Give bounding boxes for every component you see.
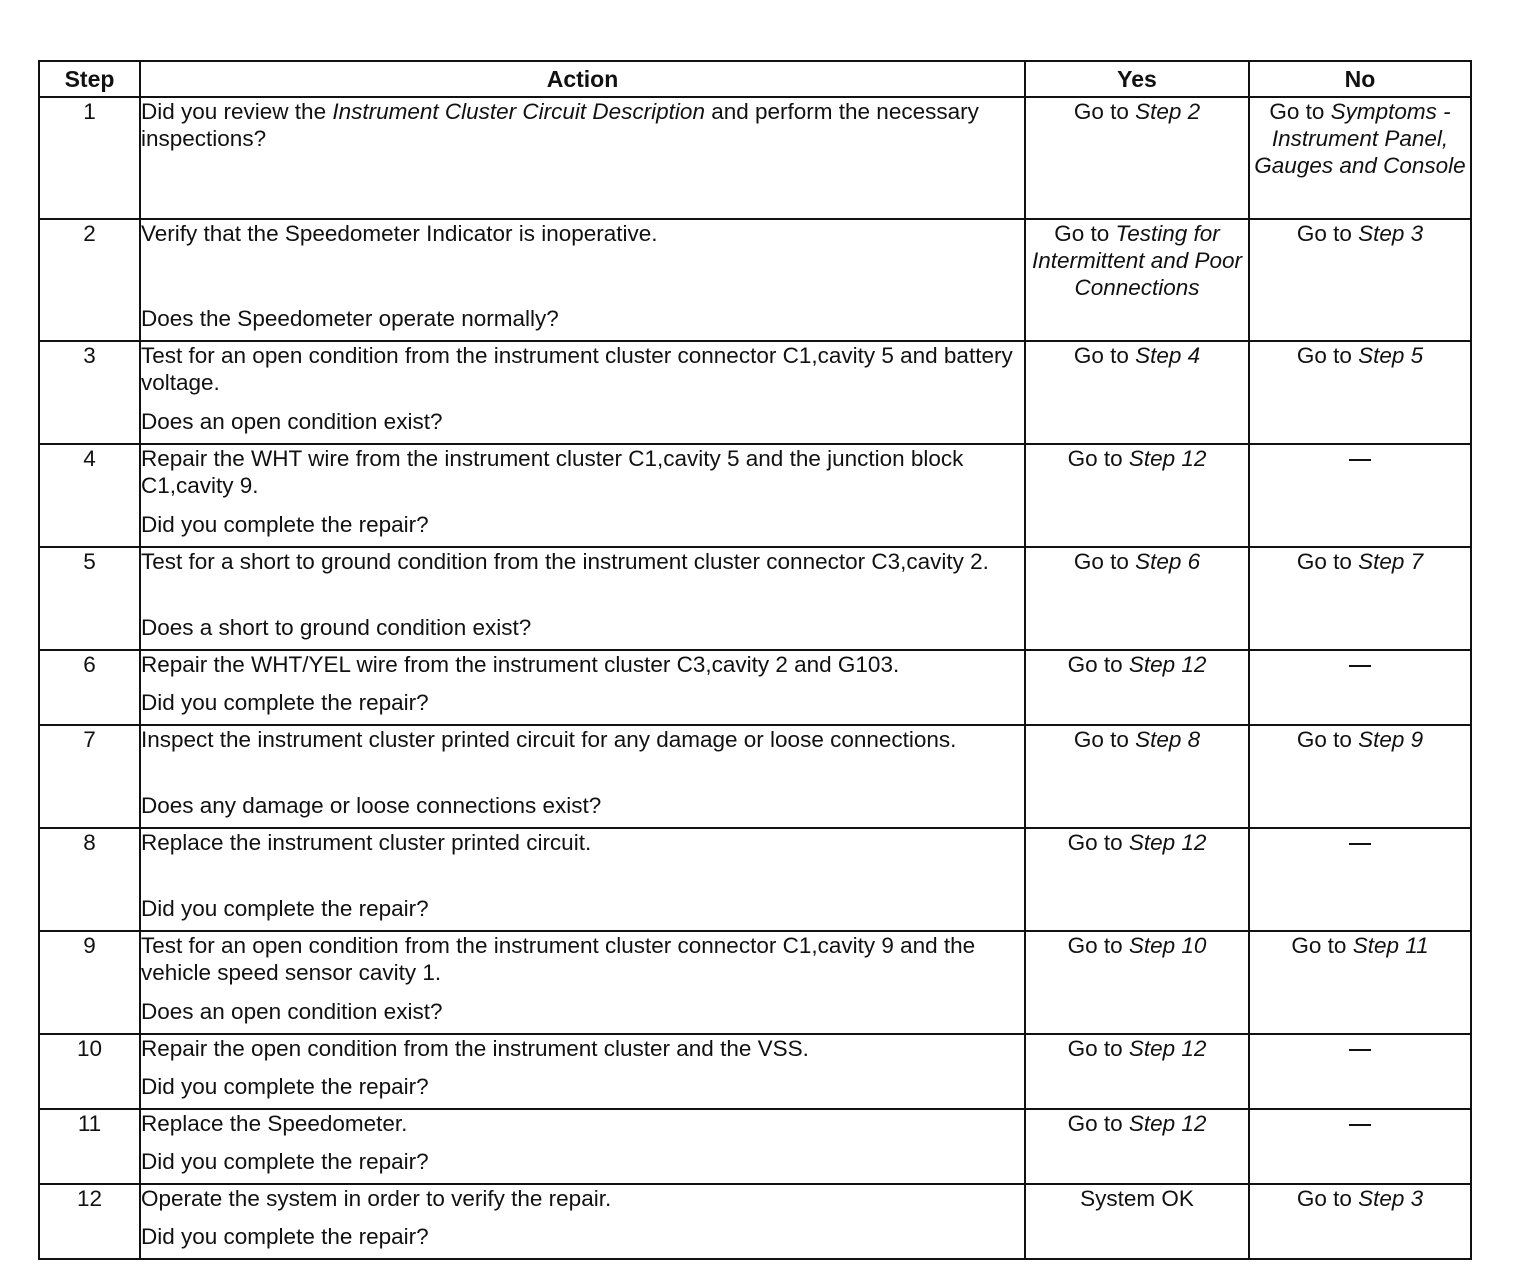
table-row — [39, 931, 1471, 1034]
action-text — [141, 1185, 1024, 1212]
yes-goto-prefix: Go to — [1073, 343, 1136, 368]
action-cell — [140, 931, 1025, 1034]
action-text — [141, 829, 1024, 856]
action-cell — [140, 341, 1025, 444]
no-result — [1249, 219, 1471, 341]
step-number: 2 — [39, 219, 140, 341]
step-number: 3 — [39, 341, 140, 444]
yes-goto-prefix: Go to — [1073, 549, 1136, 574]
action-fragment: Operate the system in order to verify the repair. — [141, 1186, 612, 1211]
yes-goto-prefix: Go to — [1067, 446, 1129, 471]
no-goto-reference: Step 3 — [1358, 221, 1424, 246]
action-cell — [140, 547, 1025, 650]
no-goto-prefix: Go to — [1291, 933, 1353, 958]
yes-goto-reference: Step 4 — [1135, 343, 1201, 368]
no-result — [1249, 828, 1471, 931]
diagnostic-table — [38, 60, 1472, 1260]
no-result — [1249, 1184, 1471, 1259]
not-applicable-dash — [1349, 1124, 1371, 1126]
yes-goto-reference: Step 12 — [1128, 1036, 1207, 1061]
step-number: 4 — [39, 444, 140, 547]
yes-result — [1025, 931, 1249, 1034]
not-applicable-dash — [1349, 665, 1371, 667]
action-text — [141, 445, 1024, 499]
table-row — [39, 725, 1471, 828]
action-text — [141, 932, 1024, 986]
yes-result — [1025, 1184, 1249, 1259]
yes-goto-reference: Step 6 — [1135, 549, 1201, 574]
header-yes: Yes — [1025, 61, 1249, 97]
yes-result — [1025, 219, 1249, 341]
action-question: Did you complete the repair? — [141, 512, 429, 537]
action-text — [141, 98, 1024, 152]
action-cell — [140, 1034, 1025, 1109]
action-question: Does a short to ground condition exist? — [141, 615, 532, 640]
no-goto-reference: Step 11 — [1352, 933, 1429, 958]
action-text — [141, 220, 1024, 247]
no-goto-reference: Step 5 — [1358, 343, 1424, 368]
no-goto-prefix: Go to — [1269, 99, 1331, 124]
action-fragment: Verify that the Speedometer Indicator is inoperative. — [141, 221, 658, 246]
action-text — [141, 1035, 1024, 1062]
action-fragment: Did you review the — [141, 99, 333, 124]
yes-goto-prefix: Go to — [1073, 99, 1136, 124]
yes-result — [1025, 650, 1249, 725]
yes-result — [1025, 1034, 1249, 1109]
action-question: Did you complete the repair? — [141, 1149, 429, 1174]
yes-goto-prefix: Go to — [1073, 727, 1136, 752]
action-fragment: Test for an open condition from the instrument cluster connector C1,cavity 9 and the vehicle speed sensor cavity 1. — [141, 933, 976, 985]
action-cell — [140, 1184, 1025, 1259]
yes-goto-prefix: Go to — [1067, 1111, 1129, 1136]
table-row — [39, 219, 1471, 341]
table-row — [39, 828, 1471, 931]
step-number: 5 — [39, 547, 140, 650]
action-question: Does an open condition exist? — [141, 409, 443, 434]
table-row — [39, 1109, 1471, 1184]
no-goto-reference: Step 3 — [1358, 1186, 1424, 1211]
no-goto-prefix: Go to — [1296, 221, 1359, 246]
action-cell — [140, 650, 1025, 725]
action-fragment: Repair the open condition from the instrument cluster and the VSS. — [141, 1036, 809, 1061]
action-question: Did you complete the repair? — [141, 1224, 429, 1249]
action-reference: Instrument Cluster Circuit Description — [332, 99, 705, 124]
action-cell — [140, 1109, 1025, 1184]
yes-goto-reference: Step 2 — [1135, 99, 1201, 124]
table-row — [39, 547, 1471, 650]
step-number: 10 — [39, 1034, 140, 1109]
action-text — [141, 548, 1024, 575]
table-row — [39, 1184, 1471, 1259]
table-row — [39, 650, 1471, 725]
not-applicable-dash — [1349, 459, 1371, 461]
yes-goto-reference: Step 12 — [1128, 652, 1207, 677]
header-action: Action — [140, 61, 1025, 97]
yes-goto-prefix: Go to — [1067, 1036, 1129, 1061]
no-result — [1249, 650, 1471, 725]
yes-goto-reference: Step 12 — [1128, 1111, 1207, 1136]
yes-goto-prefix: Go to — [1054, 221, 1116, 246]
no-result — [1249, 725, 1471, 828]
action-cell — [140, 97, 1025, 219]
action-fragment: Test for a short to ground condition from the instrument cluster connector C3,cavity 2. — [141, 549, 989, 574]
action-cell — [140, 725, 1025, 828]
yes-result — [1025, 444, 1249, 547]
action-question: Does an open condition exist? — [141, 999, 443, 1024]
table-row — [39, 1034, 1471, 1109]
action-fragment: Repair the WHT/YEL wire from the instrument cluster C3,cavity 2 and G103. — [141, 652, 900, 677]
table-row — [39, 341, 1471, 444]
yes-goto-prefix: Go to — [1067, 652, 1129, 677]
action-text — [141, 342, 1024, 396]
yes-goto-reference: Step 12 — [1128, 446, 1207, 471]
not-applicable-dash — [1349, 843, 1371, 845]
no-result — [1249, 1034, 1471, 1109]
action-fragment: Replace the instrument cluster printed circuit. — [141, 830, 592, 855]
yes-goto-reference: Testing for Intermittent and Poor Connections — [1031, 221, 1243, 300]
table-row — [39, 97, 1471, 219]
yes-result — [1025, 1109, 1249, 1184]
action-cell — [140, 219, 1025, 341]
step-number: 12 — [39, 1184, 140, 1259]
action-fragment: Inspect the instrument cluster printed circuit for any damage or loose connections. — [141, 727, 957, 752]
no-goto-prefix: Go to — [1296, 727, 1359, 752]
step-number: 11 — [39, 1109, 140, 1184]
yes-result — [1025, 97, 1249, 219]
yes-goto-reference: Step 12 — [1128, 830, 1207, 855]
action-cell — [140, 828, 1025, 931]
no-goto-reference: Step 7 — [1358, 549, 1424, 574]
action-question: Does any damage or loose connections exist? — [141, 793, 602, 818]
no-goto-prefix: Go to — [1296, 1186, 1359, 1211]
header-no: No — [1249, 61, 1471, 97]
header-step: Step — [39, 61, 140, 97]
yes-goto-prefix: Go to — [1067, 933, 1129, 958]
action-fragment: Repair the WHT wire from the instrument cluster C1,cavity 5 and the junction block C1,cavity 9. — [141, 446, 964, 498]
action-text — [141, 651, 1024, 678]
no-goto-reference: Symptoms - Instrument Panel, Gauges and Console — [1254, 99, 1466, 178]
no-goto-prefix: Go to — [1296, 549, 1359, 574]
no-result — [1249, 931, 1471, 1034]
step-number: 1 — [39, 97, 140, 219]
step-number: 6 — [39, 650, 140, 725]
yes-goto-reference: Step 10 — [1128, 933, 1207, 958]
action-cell — [140, 444, 1025, 547]
no-result — [1249, 97, 1471, 219]
action-question: Does the Speedometer operate normally? — [141, 306, 559, 331]
yes-result — [1025, 725, 1249, 828]
not-applicable-dash — [1349, 1049, 1371, 1051]
action-text — [141, 1110, 1024, 1137]
step-number: 9 — [39, 931, 140, 1034]
action-fragment: Replace the Speedometer. — [141, 1111, 408, 1136]
action-fragment: Test for an open condition from the instrument cluster connector C1,cavity 5 and battery voltage. — [141, 343, 1013, 395]
no-result — [1249, 444, 1471, 547]
action-question: Did you complete the repair? — [141, 896, 429, 921]
yes-result-text: System OK — [1080, 1186, 1194, 1211]
header-row — [39, 61, 1471, 97]
no-result — [1249, 341, 1471, 444]
action-question: Did you complete the repair? — [141, 1074, 429, 1099]
yes-result — [1025, 828, 1249, 931]
table-row — [39, 444, 1471, 547]
yes-goto-prefix: Go to — [1067, 830, 1129, 855]
no-goto-prefix: Go to — [1296, 343, 1359, 368]
action-question: Did you complete the repair? — [141, 690, 429, 715]
no-result — [1249, 547, 1471, 650]
action-text — [141, 726, 1024, 753]
yes-result — [1025, 341, 1249, 444]
action-fragment: and perform the necessary inspections? — [141, 99, 979, 151]
no-result — [1249, 1109, 1471, 1184]
yes-result — [1025, 547, 1249, 650]
step-number: 8 — [39, 828, 140, 931]
yes-goto-reference: Step 8 — [1135, 727, 1201, 752]
step-number: 7 — [39, 725, 140, 828]
no-goto-reference: Step 9 — [1358, 727, 1424, 752]
